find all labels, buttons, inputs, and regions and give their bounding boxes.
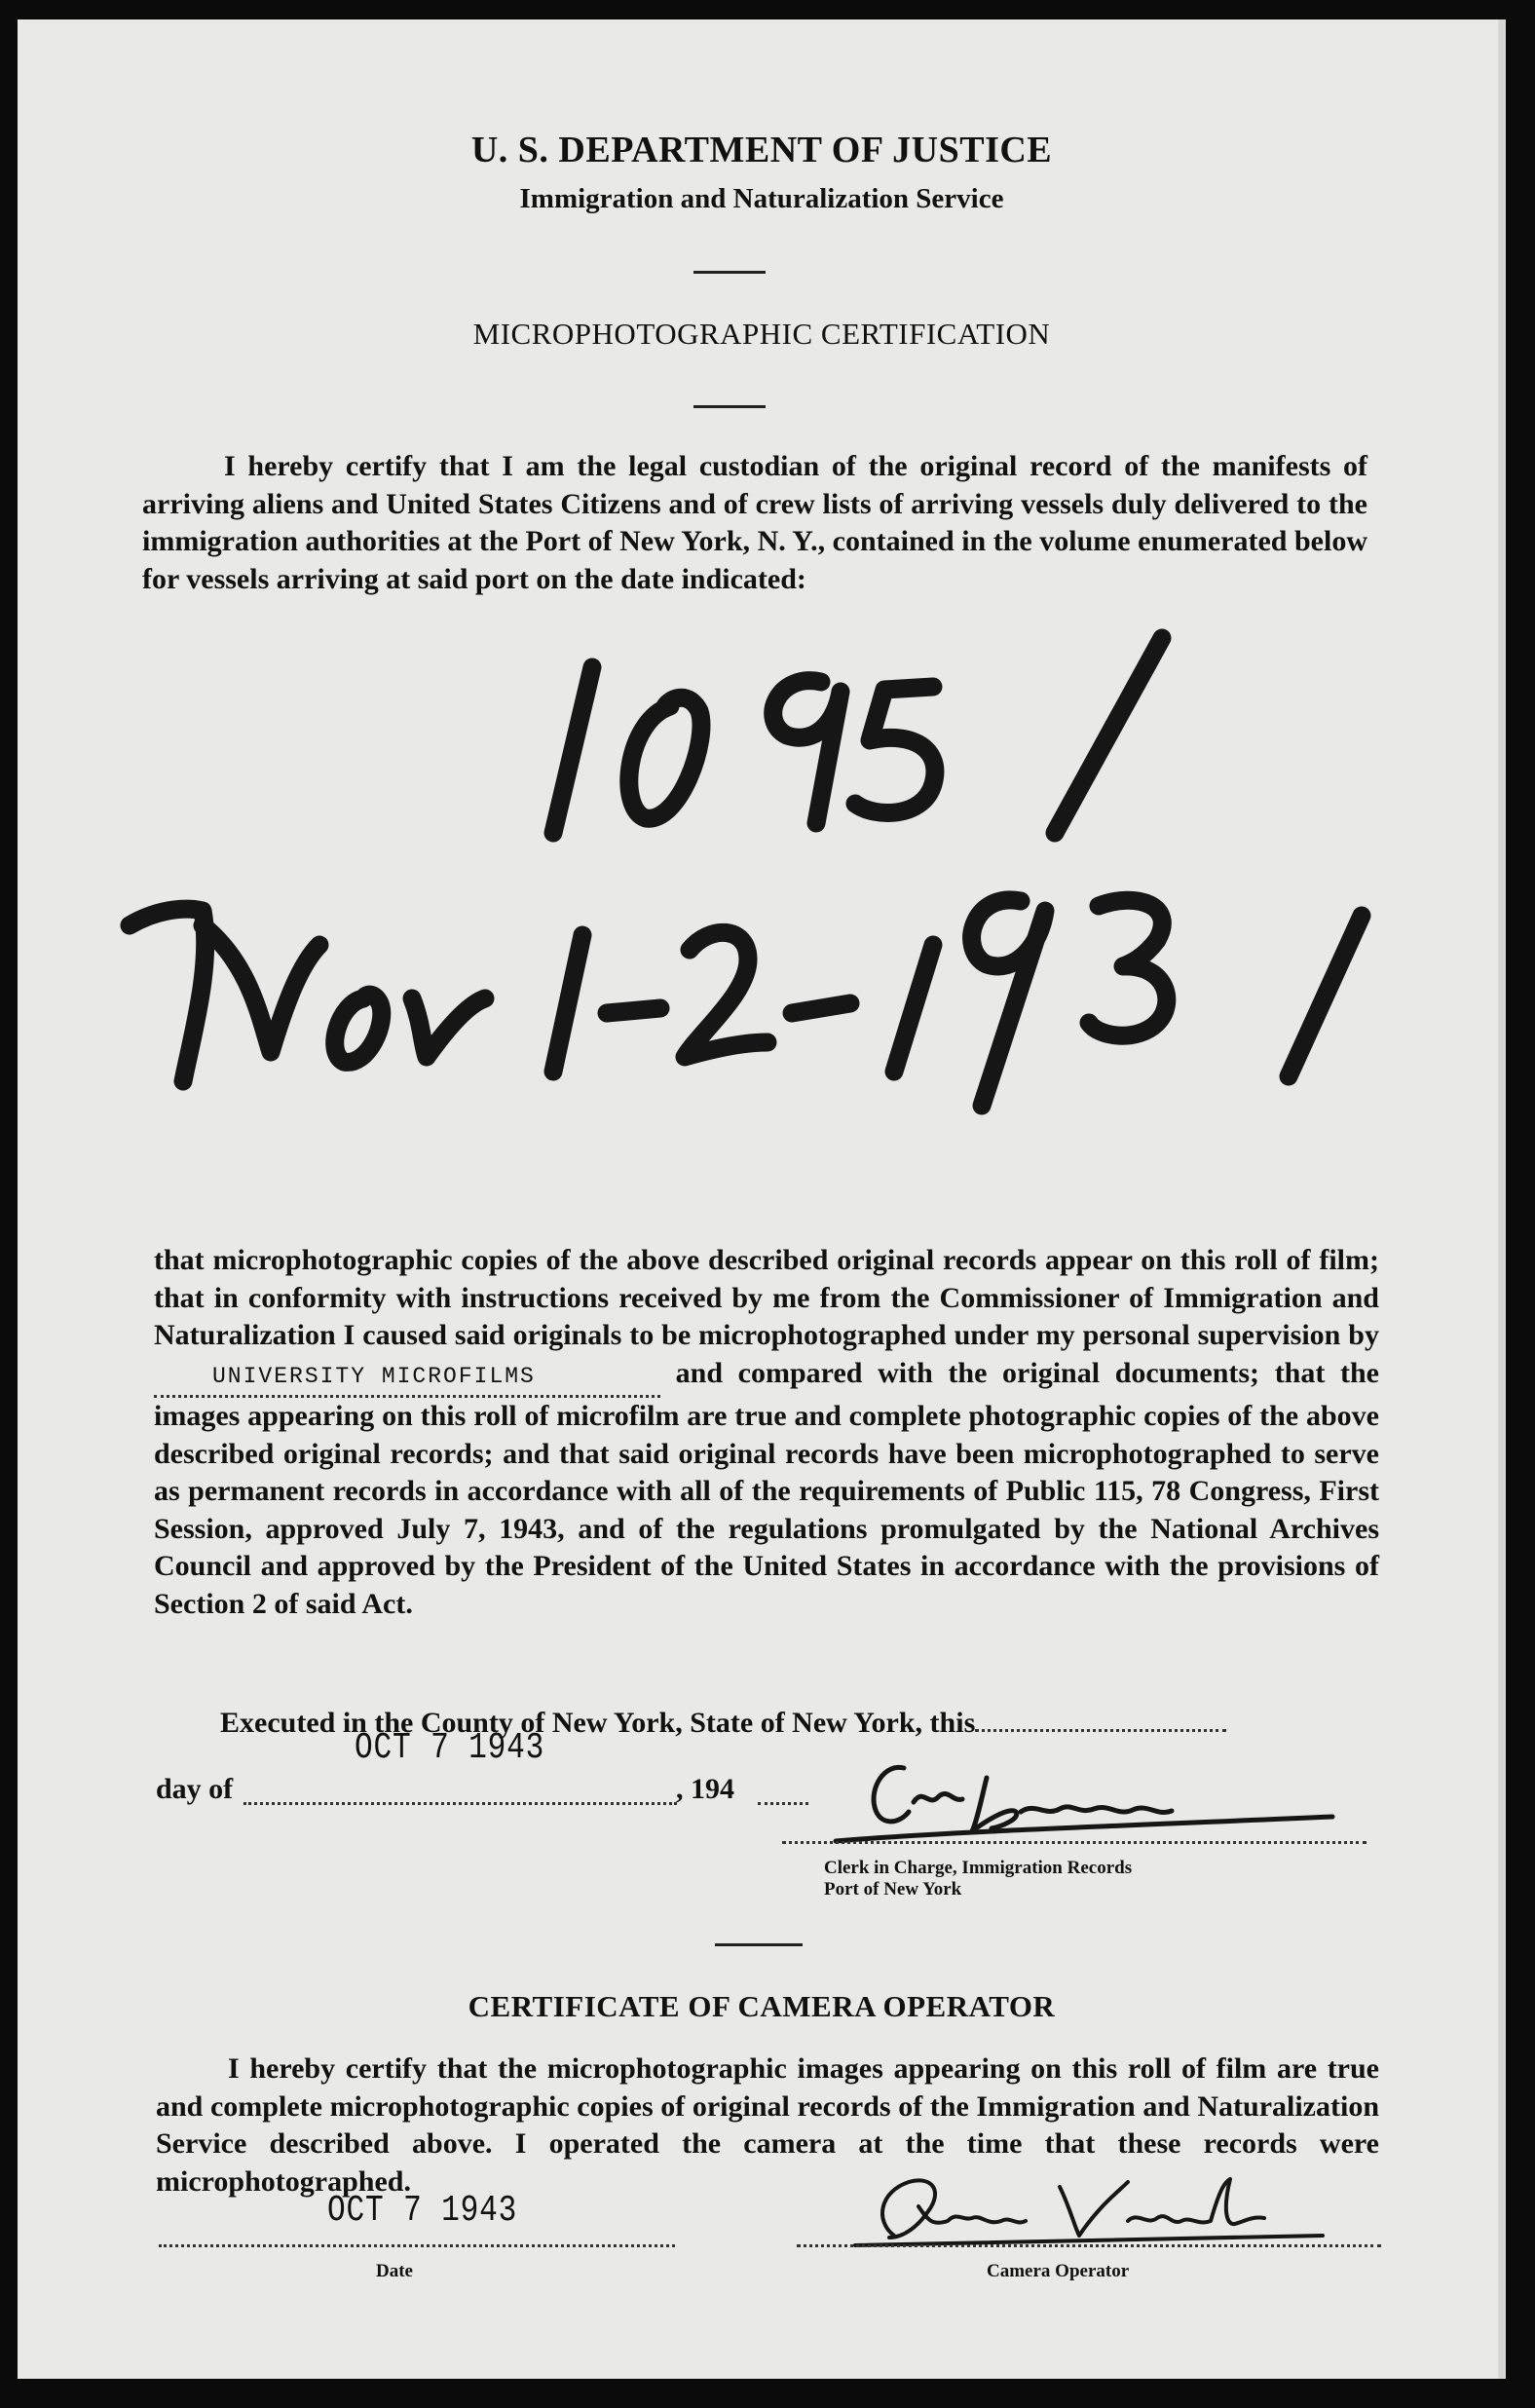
service-subheading: Immigration and Naturalization Service bbox=[519, 183, 1004, 214]
custodian-paragraph: I hereby certify that I am the legal custodian of the original record of the manifests of arriving aliens and United States Citizens and of crew lists of arriving vessels duly delivered to the immigration authorities at the Port of New York, N. Y., contained in the volume enumerated below for vessels arriving at said port on the date indicated: bbox=[142, 450, 1367, 595]
operator-date-stamp: OCT 7 1943 bbox=[327, 2190, 518, 2232]
clerk-signature-line bbox=[782, 1839, 1367, 1844]
divider bbox=[693, 271, 766, 274]
camera-operator-label: Camera Operator bbox=[987, 2261, 1130, 2281]
divider bbox=[693, 405, 766, 408]
microfilm-paragraph bbox=[154, 1242, 1379, 1623]
clerk-port: Port of New York bbox=[824, 1879, 962, 1900]
document-page bbox=[18, 19, 1506, 2379]
clerk-title: Clerk in Charge, Immigration Records bbox=[824, 1858, 1133, 1878]
certification-title: MICROPHOTOGRAPHIC CERTIFICATION bbox=[472, 317, 1051, 351]
year-prefix: , 194 bbox=[676, 1773, 734, 1805]
camera-operator-title: CERTIFICATE OF CAMERA OPERATOR bbox=[468, 1989, 1056, 2023]
executed-text: Executed in the County of New York, State of New York, this bbox=[220, 1707, 976, 1739]
microfilmer-field bbox=[154, 1355, 660, 1399]
day-of-label: day of bbox=[156, 1773, 234, 1805]
date-line bbox=[159, 2242, 675, 2247]
divider bbox=[715, 1943, 803, 1946]
clerk-date-stamp: OCT 7 1943 bbox=[355, 1727, 545, 1769]
paragraph-text: and compared with the original documents; that the images appearing on this roll of microfilm are true and complete photographic copies of the above described original records; and that said original records have been microphotographed to serve as permanent records in accordance with all of the requirements of Public 115, 78 Congress, First Session, approved July 7, 1943, and of the regulations promulgated by the National Archives Council and approved by the President of the United States in accordance with the provisions of Section 2 of said Act. bbox=[154, 1356, 1379, 1620]
year-blank bbox=[758, 1781, 808, 1805]
paragraph-text: that microphotographic copies of the above described original records appear on this roll of film; that in conformity with instructions received by me from the Commissioner of Immigration and Naturalization I caused said originals to be microphotographed under my personal supervision by bbox=[154, 1244, 1379, 1351]
department-heading: U. S. DEPARTMENT OF JUSTICE bbox=[470, 130, 1053, 170]
camera-operator-paragraph: I hereby certify that the microphotographic images appearing on this roll of film are true and complete microphotographic copies of original records of the Immigration and Naturalization Service described above. I operated the camera at the time that these records were microphotographed. bbox=[156, 2052, 1379, 2198]
day-of-blank bbox=[243, 1781, 677, 1805]
handwritten-entry bbox=[76, 614, 1420, 1159]
date-label: Date bbox=[376, 2261, 413, 2281]
execution-day-blank bbox=[975, 1708, 1226, 1732]
camera-operator-signature-line bbox=[797, 2242, 1381, 2247]
microfilmer-name: UNIVERSITY MICROFILMS bbox=[212, 1363, 536, 1389]
